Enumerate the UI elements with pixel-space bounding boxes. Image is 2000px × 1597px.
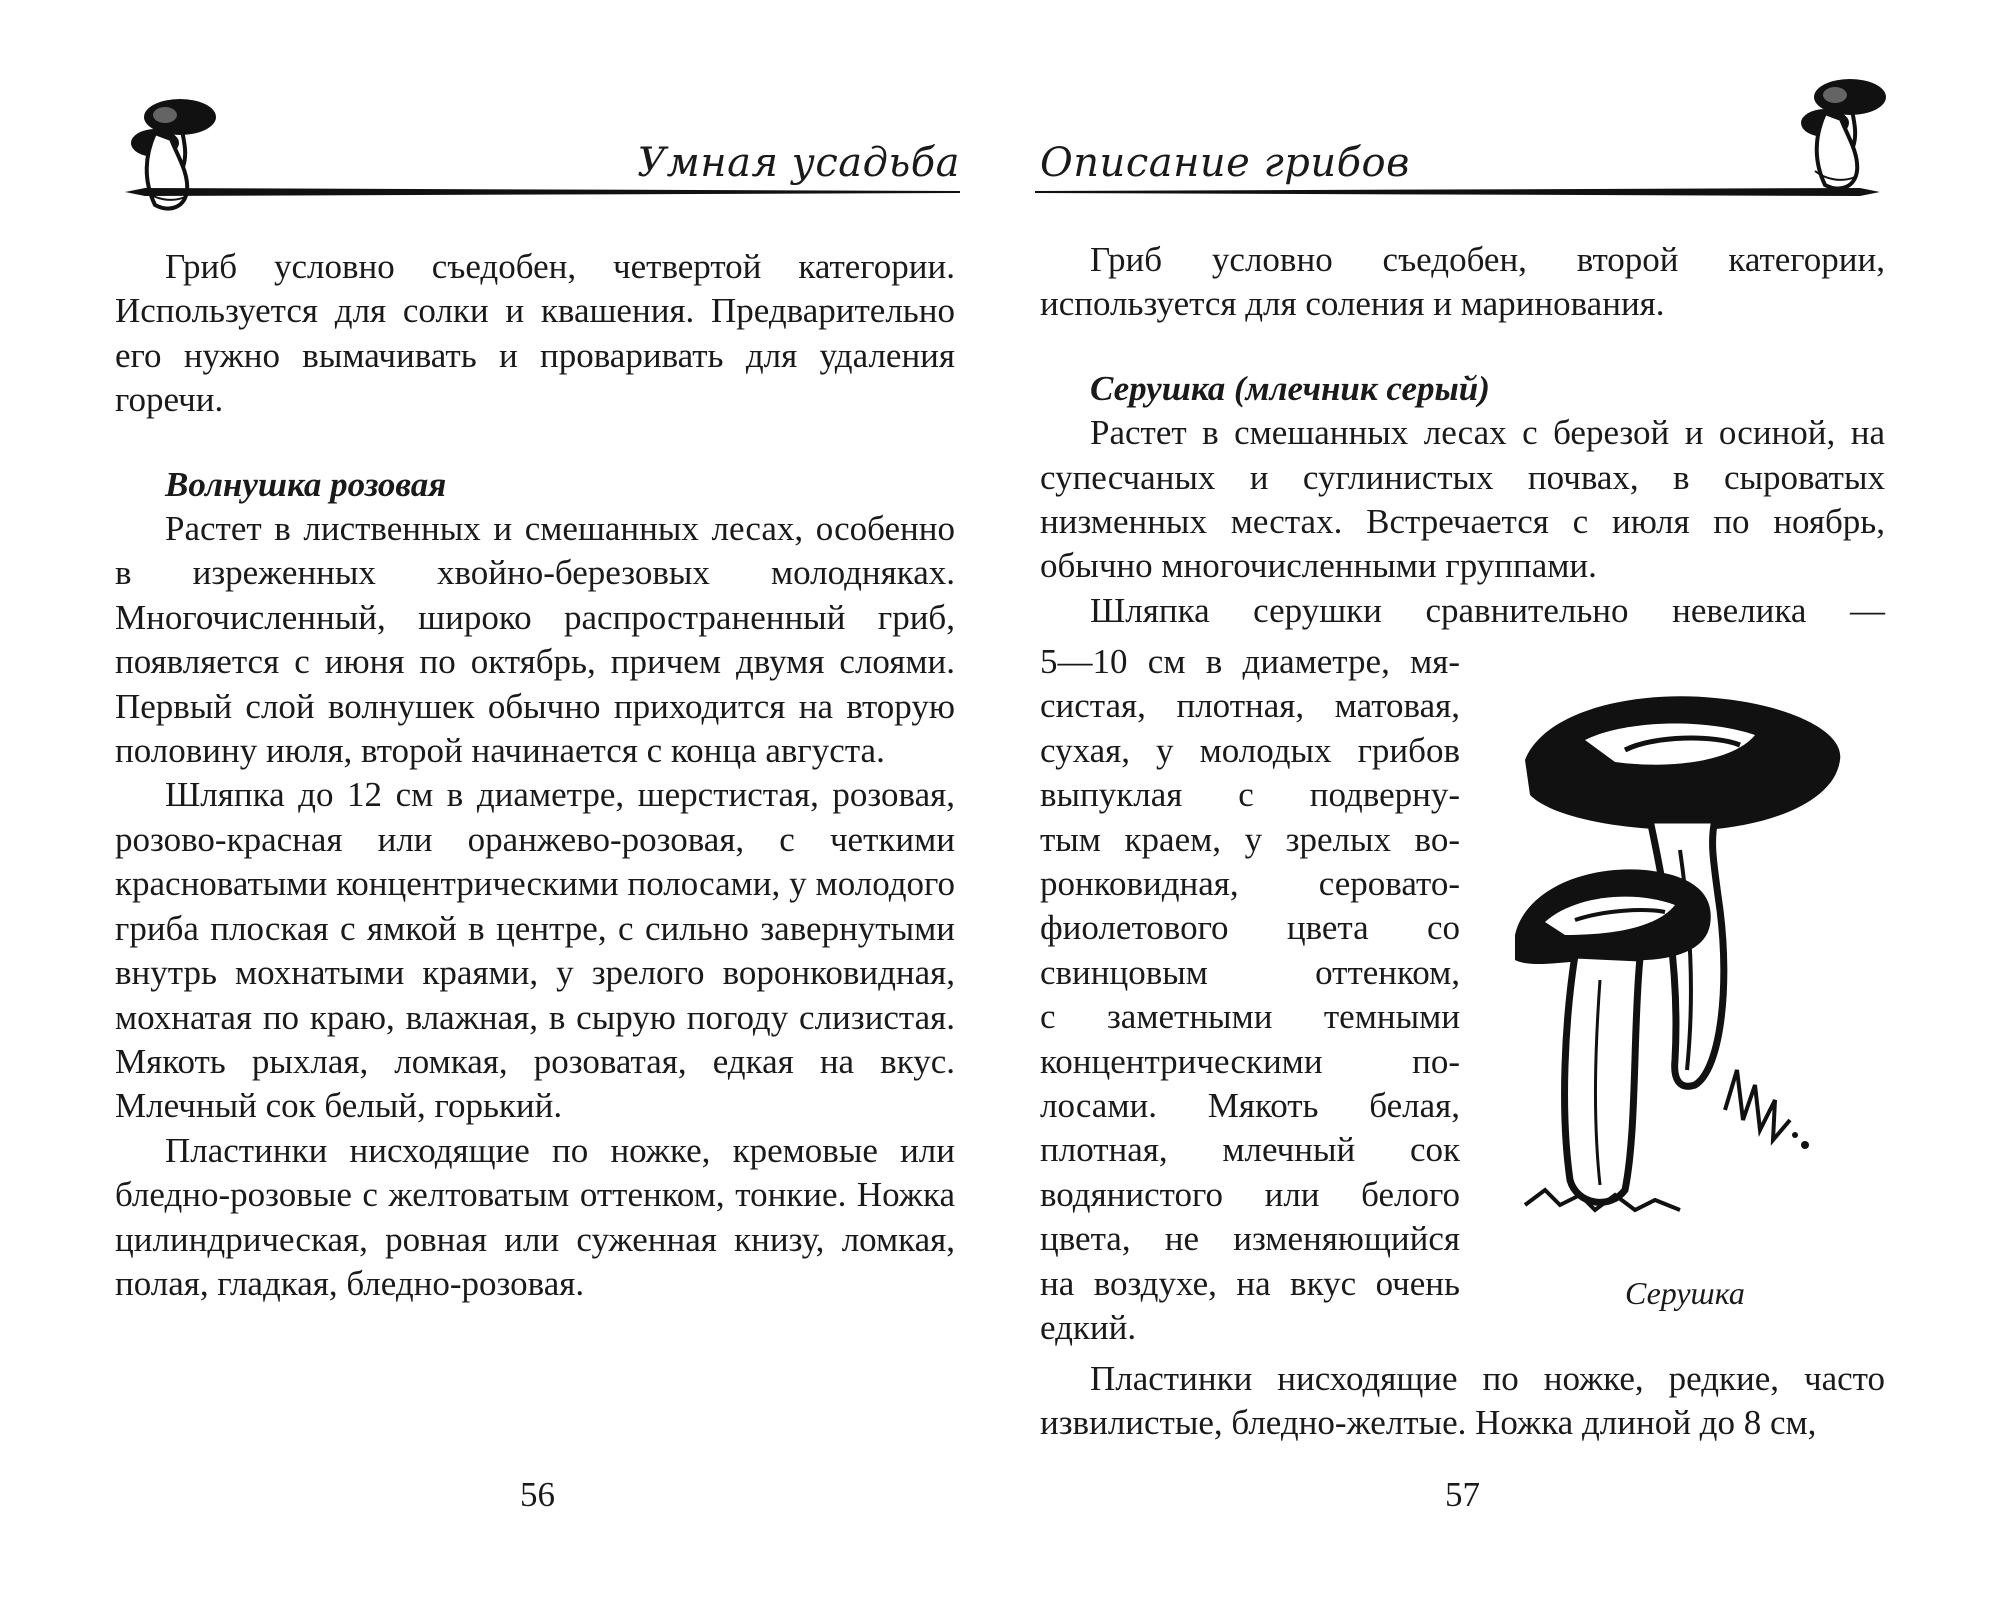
wrap-line: ронковидная, серовато-: [1040, 864, 1460, 904]
wrap-line: плотная, млечный сок: [1040, 1130, 1460, 1170]
body-paragraph: Шляпка до 12 см в диаметре, шерстистая, розовая, розово-красная или оранжево-розовая, с четкими красноватыми концентрическими полосами, у молодого гриба плоская с ямкой в центре, с сильно завернутыми внутрь мохнатыми краями, у зрелого воронковидная, мохнатая по краю, влажная, в сырую погоду слизистая. Мякоть рыхлая, ломкая, розоватая, едкая на вкус. Млечный сок белый, горький.: [115, 775, 955, 1126]
right-body-text: [1040, 238, 1885, 633]
right-bottom-text: [1040, 1357, 1885, 1446]
page-number: 57: [1445, 1475, 1480, 1514]
wrap-line: концентрическими по-: [1040, 1041, 1460, 1081]
wrap-line: фиолетового цвета со: [1040, 908, 1460, 948]
wrap-line: едкий.: [1040, 1308, 1137, 1348]
wrap-line: выпуклая с подверну-: [1040, 775, 1460, 815]
header-rule: [1035, 180, 1880, 204]
running-head: Описание грибов: [1040, 140, 1410, 186]
wrap-line: цвета, не изменяющийся: [1040, 1219, 1460, 1259]
wrap-line: сухая, у молодых грибов: [1040, 730, 1460, 770]
page-number: 56: [520, 1475, 555, 1514]
serushka-mushroom-illustration: [1505, 690, 1850, 1255]
body-paragraph: Шляпка серушки сравнительно невелика —: [1090, 590, 1885, 630]
wrap-line: тым краем, у зрелых во-: [1040, 819, 1460, 859]
section-title: Волнушка розовая: [165, 464, 447, 504]
mushroom-logo-icon: [1795, 75, 1890, 195]
wrap-line: водянистого или белого: [1040, 1174, 1460, 1214]
running-head: Умная усадьба: [637, 140, 960, 186]
wrap-line: систая, плотная, матовая,: [1040, 686, 1460, 726]
header-rule: [125, 180, 960, 204]
left-body-text: [115, 245, 955, 1306]
body-paragraph: Растет в лиственных и смешанных лесах, особенно в изреженных хвойно-березовых молодняках. Многочисленный, широко распространенный гриб, появляется с июня по октябрь, причем двумя слоями. Первый слой волнушек обычно приходится на вторую половину июля, второй начинается с конца августа.: [115, 509, 955, 771]
wrapped-text-column: [1040, 640, 1460, 1351]
body-paragraph: Пластинки нисходящие по ножке, кремовые или бледно-розовые с желтоватым оттенком, тонкие. Ножка цилиндрическая, ровная или суженная книзу, ломкая, полая, гладкая, бледно-розовая.: [115, 1130, 955, 1303]
wrap-line: 5—10 см в диаметре, мя-: [1040, 642, 1460, 681]
intro-paragraph: Гриб условно съедобен, четвертой категории. Используется для солки и квашения. Предварительно его нужно вымачивать и проваривать для удаления горечи.: [115, 247, 955, 420]
wrap-line: свинцовым оттенком,: [1040, 952, 1460, 992]
illustration-caption: Серушка: [1625, 1275, 1745, 1311]
wrap-line: на воздухе, на вкус очень: [1040, 1263, 1460, 1303]
section-title: Серушка (млечник серый): [1090, 368, 1490, 408]
body-paragraph: Пластинки нисходящие по ножке, редкие, часто извилистые, бледно-желтые. Ножка длиной до 8 см,: [1040, 1359, 1885, 1443]
right-page: [1000, 0, 2000, 1597]
intro-paragraph: Гриб условно съедобен, второй категории, используется для соления и маринования.: [1040, 240, 1885, 324]
body-paragraph: Растет в смешанных лесах с березой и осиной, на супесчаных и суглинистых почвах, в сыроватых низменных местах. Встречается с июля по ноябрь, обычно многочисленными группами.: [1040, 413, 1885, 586]
wrap-line: лосами. Мякоть белая,: [1040, 1086, 1460, 1126]
wrap-line: с заметными темными: [1040, 997, 1460, 1037]
